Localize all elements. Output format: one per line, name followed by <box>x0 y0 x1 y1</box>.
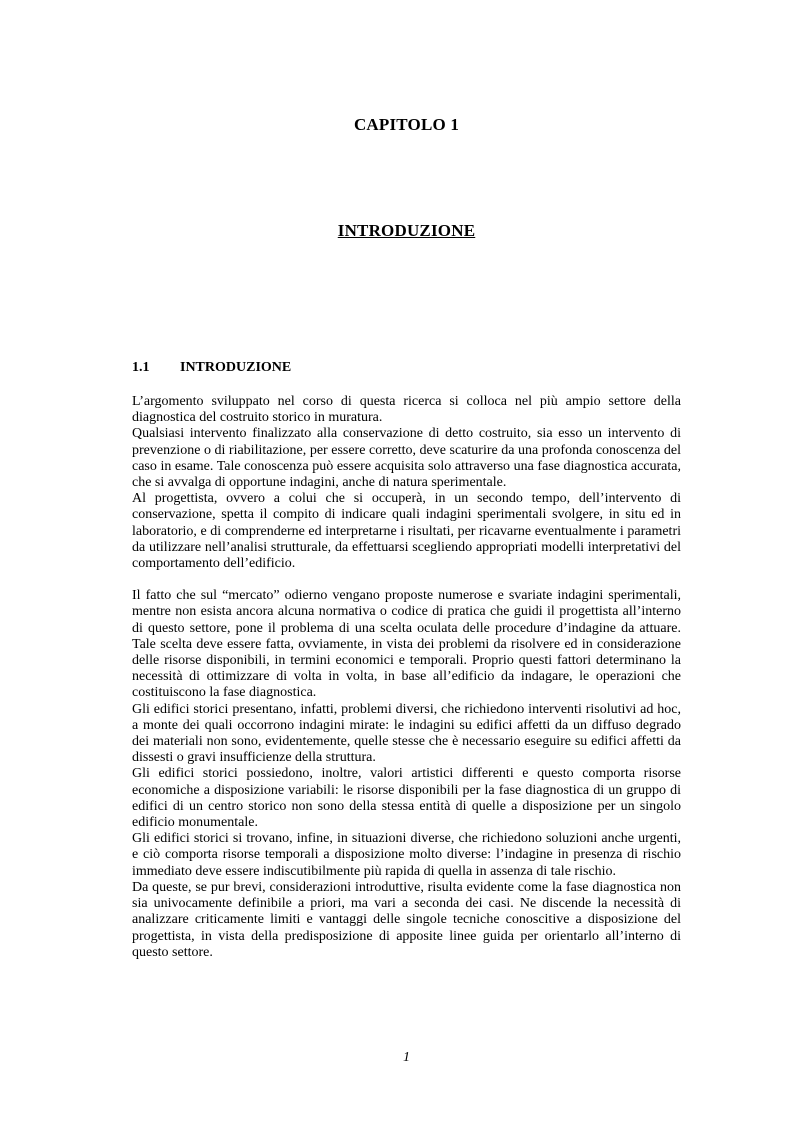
chapter-title: INTRODUZIONE <box>337 221 476 240</box>
paragraph: Da queste, se pur brevi, considerazioni introduttive, risulta evidente come la fase diagnostica non sia univocamente definibile a priori, ma vari a seconda dei casi. Ne discende la necessità di analizzare criticamente limiti e vantaggi delle singole tecniche conoscitive a disposizione del progettista, in vista della predisposizione di apposite linee guida per orientarlo all’interno di questo settore. <box>132 879 681 960</box>
section-heading <box>132 360 291 376</box>
paragraph: Il fatto che sul “mercato” odierno vengano proposte numerose e svariate indagini sperimentali, mentre non esista ancora alcuna normativa o codice di pratica che guidi il progettista all’interno di questo settore, pone il problema di una scelta oculata delle procedure d’indagine da attuare. Tale scelta deve essere fatta, ovviamente, in vista dei problemi da risolvere ed in considerazione delle risorse disponibili, in termini economici e temporali. Proprio questi fattori determinano la necessità di ottimizzare di volta in volta, in base all’edificio da indagare, le operazioni che costituiscono la fase diagnostica. <box>132 588 681 701</box>
paragraph: Gli edifici storici si trovano, infine, in situazioni diverse, che richiedono soluzioni anche urgenti, e ciò comporta risorse temporali a disposizione molto diverse: l’indagine in presenza di rischio immediato deve essere indiscutibilmente più rapida di quella in assenza di tale rischio. <box>132 831 681 879</box>
paragraph: Gli edifici storici presentano, infatti, problemi diversi, che richiedono interventi risolutivi ad hoc, a monte dei quali occorrono indagini mirate: le indagini su edifici affetti da un diffuso degrado dei materiali non sono, evidentemente, quelle stesse che è necessario eseguire su edifici affetti da dissesti o gravi insufficienze della struttura. <box>132 701 681 766</box>
paragraph: Al progettista, ovvero a colui che si occuperà, in un secondo tempo, dell’intervento di conservazione, spetta il compito di indicare quali indagini sperimentali svolgere, in situ ed in laboratorio, e di comprenderne ed interpretarne i risultati, per ricavarne eventualmente i parametri da utilizzare nell’analisi strutturale, da effettuarsi scegliendo appropriati modelli interpretativi del comportamento dell’edificio. <box>132 491 681 572</box>
paragraph: Qualsiasi intervento finalizzato alla conservazione di detto costruito, sia esso un intervento di prevenzione o di riabilitazione, per essere corretto, deve scaturire da una profonda conoscenza del caso in esame. Tale conoscenza può essere acquisita solo attraverso una fase diagnostica accurata, che si avvalga di opportune indagini, anche di natura sperimentale. <box>132 426 681 491</box>
paragraph: L’argomento sviluppato nel corso di questa ricerca si colloca nel più ampio settore della diagnostica del costruito storico in muratura. <box>132 394 681 426</box>
paragraph: Gli edifici storici possiedono, inoltre, valori artistici differenti e questo comporta risorse economiche a disposizione variabili: le risorse disponibili per la fase diagnostica di un gruppo di edifici di un centro storico non sono della stessa entità di quelle a disposizione per un singolo edificio monumentale. <box>132 766 681 831</box>
page-number: 1 <box>403 1050 410 1065</box>
section-number: 1.1 <box>132 360 150 375</box>
section-title: INTRODUZIONE <box>180 360 292 375</box>
chapter-label: CAPITOLO 1 <box>353 115 460 134</box>
body-text <box>132 394 681 961</box>
